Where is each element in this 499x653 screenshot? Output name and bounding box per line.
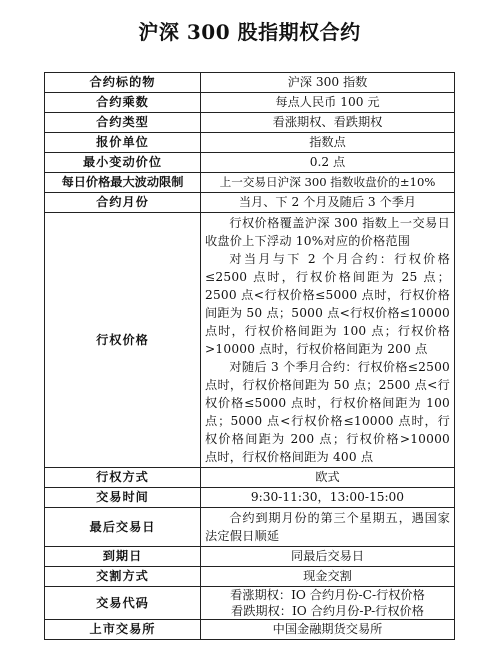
strike-quarter-month-text: 对随后 3 个季月合约：行权价格≤2500 点时，行权价格间距为 50 点；2500 点<行权价格≤5000 点时，行权价格间距为 100 点；5000 点<行权价格≤10000 点时，行权价格间距为 200 点；行权价格>10000 点时，行权价格间距为 400 点: [205, 360, 450, 464]
row-value: 看涨期权、看跌期权: [201, 113, 455, 133]
table-row-settlement: [45, 567, 455, 587]
row-value: 当月、下 2 个月及随后 3 个季月: [201, 193, 455, 213]
contract-spec-table: [44, 72, 455, 640]
table-row-tick: [45, 153, 455, 173]
table-row-expiration: [45, 547, 455, 567]
table-row-strike: [45, 213, 455, 468]
row-key: 行权方式: [45, 468, 201, 488]
table-row-type: [45, 113, 455, 133]
row-value: 每点人民币 100 元: [201, 93, 455, 113]
row-key: 报价单位: [45, 133, 201, 153]
table-row-multiplier: [45, 93, 455, 113]
table-row-months: [45, 193, 455, 213]
row-key: 最后交易日: [45, 508, 201, 547]
row-value: 9:30-11:30，13:00-15:00: [201, 488, 455, 508]
row-key: 合约乘数: [45, 93, 201, 113]
row-value: [201, 508, 455, 547]
row-value: [201, 213, 455, 468]
last-trading-day-text: 合约到期月份的第三个星期五，遇国家法定假日顺延: [205, 511, 450, 543]
row-value: 指数点: [201, 133, 455, 153]
row-value: 沪深 300 指数: [201, 73, 455, 93]
page-title: 沪深 300 股指期权合约: [138, 20, 361, 44]
row-value: [201, 587, 455, 620]
row-key: 每日价格最大波动限制: [45, 173, 201, 193]
row-value: 中国金融期货交易所: [201, 620, 455, 640]
table-row-quote-unit: [45, 133, 455, 153]
put-code-text: 看跌期权：IO 合约月份-P-行权价格: [231, 604, 424, 618]
table-row-code: [45, 587, 455, 620]
row-key: 行权价格: [45, 213, 201, 468]
row-key: 上市交易所: [45, 620, 201, 640]
call-code-text: 看涨期权：IO 合约月份-C-行权价格: [230, 588, 425, 602]
row-value: 同最后交易日: [201, 547, 455, 567]
row-key: 到期日: [45, 547, 201, 567]
strike-near-month-text: 对当月与下 2 个月合约：行权价格≤2500 点时，行权价格间距为 25 点；2500 点<行权价格≤5000 点时，行权价格间距为 50 点；5000 点<行权价格≤10000 点时，行权价格间距为 100 点；行权价格>10000 点时，行权价格间距为 200 点: [205, 252, 450, 356]
row-key: 交易代码: [45, 587, 201, 620]
row-key: 合约标的物: [45, 73, 201, 93]
row-key: 交割方式: [45, 567, 201, 587]
table-row-exchange: [45, 620, 455, 640]
row-key: 最小变动价位: [45, 153, 201, 173]
strike-range-text: 行权价格覆盖沪深 300 指数上一交易日收盘价上下浮动 10%对应的价格范围: [205, 216, 450, 248]
row-key: 交易时间: [45, 488, 201, 508]
table-row-trading-hours: [45, 488, 455, 508]
row-key: 合约类型: [45, 113, 201, 133]
row-value: 欧式: [201, 468, 455, 488]
row-value: 现金交割: [201, 567, 455, 587]
table-row-price-limit: [45, 173, 455, 193]
table-row-underlying: [45, 73, 455, 93]
row-key: 合约月份: [45, 193, 201, 213]
row-value: 0.2 点: [201, 153, 455, 173]
table-row-exercise-style: [45, 468, 455, 488]
row-value: 上一交易日沪深 300 指数收盘价的±10%: [201, 173, 455, 193]
table-row-last-trading-day: [45, 508, 455, 547]
